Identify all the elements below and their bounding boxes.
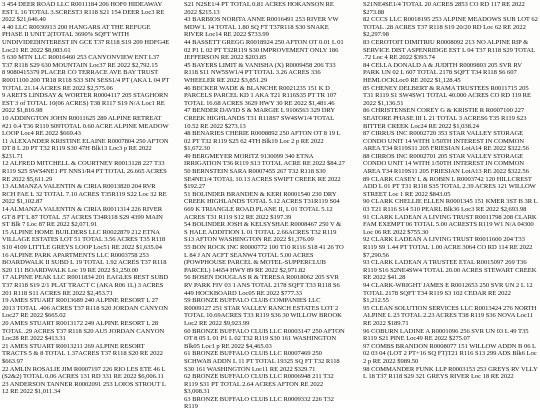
property-tax-entry: S21 N2SE1/4 PT TOTAL 0.81 ACRES HOKANSON RE 2022 $215.13 <box>184 1 334 16</box>
property-tax-entry: 83 CEROTOIT DIMITRIU R0008092 213 NO ALPINE RIP & SERVICE DIST ASPENRIDGE EST L 04 T37 R118 S29 TOTAL .72 Loc 4 RE 2022 $393.74 <box>363 38 535 62</box>
property-tax-entry: 44 BASSETT GREGG R0018924 250 AFTON OT 0.01 L 01 02 P1 L 02 PT T32R119 S30 IMPROVEMENT ONLY 186 JEFFERSON RE 2022 $203.85 <box>184 38 344 62</box>
property-tax-entry: 11 ALEXANDER KRISTINE ELAINE R0007804 250 AFTON DT 8 L 20 PT T32 R119 S30 47H Blk13 Loc3 p RE 2022 $231.71 <box>2 137 169 160</box>
property-tax-entry: 43 BARBIOS NORITA ANNE R0016491 253 RIVER VW MDW L 14 TOTAL 1.80 SQ FT T37R118 S30 SNAKE RIVER Loc14 RE 2022 $733.99 <box>184 16 339 39</box>
property-tax-entry: 62 BRONZE BUFFALO CLUB LLC R0006948 211 T32 R119 S31 PT TOTAL 2.64 ACRES AFTON RE 2022 $3,008.31 <box>184 373 334 396</box>
property-tax-entry: 61 BRONZE BUFFALO CLUB LLC R0007469 250 SCHWAB ADDN L 11 PT TOTAL 19325 SQ FT T32 R118 S30 161 WASHINGTON Loc11 RE 2022 $329.71 <box>184 350 340 373</box>
property-tax-entry: 4 40 LLC R0036913 200 HANGARS AT THE REFUGE PHASE II UNIT 2(TOTAL 3690% SQFT WITH UNDIVIDEDINTEREST IN GCE T37 R118 S19 209 HDFG4E Loc21 RE 2022 $8,083.61 <box>2 23 170 54</box>
property-tax-entry: 50 BERNSTEIN SARA R0007455 267 T32 R118 S30 SE4NE1/4 TOTAL 10.13 ACRES SWIFT CREEK RE 2022 $192.27 <box>184 168 341 191</box>
property-tax-entry: 90 CLARK CHELLIE ELLEN R0001345 151 KMER 3ST B 3R L 03 T21 R116 S14 510 PEARL Blk36 Loc3 RE 2022 $2,693.98 <box>363 198 538 214</box>
property-tax-entry: 82 CCCS LLC R0018195 253 ALPINE MEADOWS SUB LOT 62 TOTAL .28 ACRES T37 R118 S19 20/20 RD Loc 62 RE 2022 $2,297.98 <box>363 16 538 39</box>
property-tax-entry: 85 CHENEY DELBERT & RAMA TRUSTEES R0011715 205 T31 R119 S1 SW4SW1 TOTAL 40.000 ACRES CO RD 119 RE 2022 $1,136.51 <box>363 84 531 107</box>
property-tax-entry: 19 AMES STUART R0013689 240 ALPINE RESORT L 27 2013 TOTAL .406 ACRES T37 R118 S20 JORDAN CANYON Loc27 RE 2022 $665.02 <box>2 297 169 320</box>
property-tax-entry: 47 BENDER DAVID S & MARGIE L 9106563 329 DRY CREEK HIGHLANDS T31 R118S7 SW4SW1/4 TOTAL 10.52 RE 2022 $273.13 <box>184 107 335 130</box>
property-tax-entry: 87 CIRRUS INC R0002720 353 STAR VALLEY STORAGE CONDO UNIT 14 WITH 1/50TH INTEREST IN COMMON AREA T34 R119S11 205 FRIESIAN LotA14 RE 2022 $322.56 <box>363 130 529 153</box>
property-tax-entry: 54 BOLINDER JOSH & KELSYSHAE R0008467 250 V & S HALE ADDITION L 01 TOTAL 2.66ACRES T32 R119 S13 AFTON WASHINGTON RE 2022 $1,376.09 <box>184 221 342 244</box>
property-tax-entry: 3 454 DEER ROAD LLC R0011184 206 HOF0 HIDEAWAY EST L 16 TOTAL 3.SCREST3 R118 S21 154 DEER Loc3 RE 2022 $21,646.40 <box>2 1 165 24</box>
property-tax-entry: S21NE4SE1/4 TOTAL 20 ACRES 2853 CO RD 117 RE 2022 $273.88 <box>363 1 525 16</box>
property-tax-entry: 49 BERGMEYER MORITZ 9130099 340 ETNA IRRIGATION T36 R119 S13 TOTAL ACRE RE 2022 $84.27 <box>184 152 345 168</box>
property-tax-entry: 51 BOLINDER BRANDEN & KERI R0001540 230 DRY CREEK HIGHLANDS TOTAL 5.12 ACRES T31R119 S04 669 K TRIANGLE ROAD PLANE II, L 01 TOTAL 5.12 ACRES T31 R119 S12 RE 2022 $197.39 <box>184 190 340 221</box>
property-tax-entry: 97 COMBS BRANDON R0008077 151 WILLOW ADDN B 06 L 02 03 04 (LOT 2 PT+16 SQ FT)T21 R116 S13 299 ADS Blk6 Loc 2 p RE 2022 $989.50 <box>363 342 537 365</box>
property-tax-entry: 59 BRONZE BUFFALO CLUB COMPANIES LLC R0009127 251 STAR VALLEY RANCH ESTATES LOT 2 TOTAL 10.69ACRES T33 R119 S36 30 WILLOW BROOK Loc2 RE 2022 $9,923.99 <box>184 297 342 327</box>
property-tax-entry: 91 CLARK LADEAN A LIVING TRUST R0011798 208 CLARK FAM EXEMPT 06 TOTAL 5.00 ACRESTS R119 W1 N/A 04300 Loc 06 RE 2022 $755.30 <box>363 213 537 236</box>
property-tax-entry: 88 CIRROS INC R0002701 205 STAR VALLEY STORAGE CONDO UNIT 14 WITH 1/50TH INTEREST IN COMMON AREA T34 R119S11 205 FRIESIAN LotA13 RE 2022 $322.56 <box>363 152 529 176</box>
property-tax-entry: 84 CELLA DONALD A & JUDITH R0009803 205 SVR RV PARK UN 02 L 607 TOTAL 2178 SQFT T34 R118 S6 607 HEMLOCKLoc0 RE 2022 $1,128.45 <box>363 61 522 84</box>
property-tax-entry: 23 ANDERSON TANNER R0002091 253 LOIOS STROUT L 12 RE 2022 $1,011.34 <box>2 380 166 396</box>
property-tax-entry: 86 CHRISTENSEN COREY G & KRISTIE R R0007100 227 SEATORE PHASE III L 21 TOTAL 3 ACRES6 T35 R119 S23 BITTER CREEK Loc24 RE 2022 $1,038.24 <box>363 107 527 130</box>
property-tax-entry: 17 ALPINE PEAK LLC R0011834 201 EAGLES REST SUBD T37 R118 S19 2/1 PLAT TRACT C (AKA R06 1L) 3 ACRES 201 R118 S11 ACRES RE 2022 $2,453.71 <box>2 274 169 297</box>
property-tax-entry: 21 AMES STUART R0013211 269 ALPINE RESORT TRACTS 5 & 8 TOTAL 1.37ACRES T37 R118 S20 RE 2022 $663.97 <box>2 342 163 365</box>
property-tax-entry: 16 ALPINE PARK APARTMENTS LLC R0003758 253 BOARDWALK II SUBD L 19 TOTAL 1.92 ACRES T37 R118 S20 111 BOARDWALK Loc 19 RE 2022 $1,250.00 <box>2 251 167 274</box>
property-tax-entry: 89 CLARK CASEY L & ROBIN L R0003742 120 HILLCREST ADD L 01 PT T31 R118 S35 TOTAL 2.39 ACRES 121 WILLOW STREET Loc 1 RE 2022 $843.05 <box>363 175 536 198</box>
property-tax-entry: 94 CLARK-WRIGHT JAMES E R0012653 250 SVR UN 2 L 12 TOTAL 2178 SQFT T34 R119 S3 102 CEDAR RE 2022 $1,212.55 <box>363 281 533 305</box>
property-tax-entry: 60 BRONZE BUFFALO CLUB LLC R0003147 250 AFTON OT 8 05 L 01 P1 L 02 T32 R119 S30 161 WASHINGTON Blk05 Loc1 p RE 2022 $4,465.03 <box>184 327 345 350</box>
listing-column-3 <box>363 1 538 399</box>
property-tax-entry: 56 BOSEN DOUGLAS R & TERESA R0018062 205 SVR RV PARK FIV 03 1 ANS TOTAL 2178 SQFT T33 R118 S6 449 HOCKBOARD Loc05 RE 2022 $777.33 <box>184 274 340 297</box>
property-tax-entry: 12 ALFRED MITCHELL & COURTNEY R0013128 227 T33 R119 S25 SWS4NE1 PT NNS1/R4 PT TOTAL 26.665 ACRES RE 2022 $5,611.29 <box>2 160 167 183</box>
property-tax-entry: 8 9080415379 PLACER CO TERRACE AVE BAY TRUST R0011100 200 TR18 R118 S33 SIN SESS1/4 PT (AKA L 04 PT TOTAL 21.14 ACRES RE 2022 $2,575.06 <box>2 69 170 92</box>
property-tax-entry: 13 ALMANZA VALENTIN & CIRIA R0013820 204 RVR RCH FAE L 32 TOTAL 7.10 ACRES T35R119 S22 Loc 32 RE 2022 $1,102.87 <box>2 183 167 206</box>
property-tax-entry: 45 BAYERS LIMIT & VANISHA (X) R0009458 206 T33 R118 S11 NW5SW1/4 PT TOTAL 3.26 ACRES 336 WHEELER RE 2022 $3,851.29 <box>184 61 336 84</box>
property-tax-entry: 9 ARETS LINDSAY & WORTER R0004117 205 STAGHORN EST 3 of TOTAL 10(06 ACRES) T38 R117 S19 N/A Loc1 RE 2022 $1,816.98 <box>2 92 169 115</box>
property-tax-entry: 48 BENARIES CHERIE R0008892 250 AFTON OT 8 19 L 02 PT T32 R119 S25 62 4TH Blk19 Loc 2 p RE 2022 $1,672.30 <box>184 130 341 153</box>
property-tax-entry: 92 CLARK LADEAN A LIVING TRUST R0011600 204 T33 R119 S9 1.44 PT TOTAL 1.00 ACRE 3064 CO RD 114 RE 2022 $7,290.56 <box>363 236 533 259</box>
property-tax-entry: 15 ALPINE HOME BUILDERS LLC R0022879 212 ETNA VILLAGE ESTATES LOT 51 TOTAL 3.56 ACRES T35 R118 S10 4109 LITTLE GREYS LOOP Loc51 RE 2022 $1,635.04 <box>2 228 166 251</box>
property-tax-entry: 5 630 MTN LLC R0016460 253 CANYONVIEW ENT L37 T37 R118 S29 630 MOUNTAIN Loc37 RE 2022 $2,792.15 <box>2 54 160 69</box>
property-tax-entry: 20 AMES STUART R0013172 249 ALPINE RESORT L 28 TOTAL .29 ACRES T37 R118 S20 AU5 JORDAN CANYON Loc28 RE 2022 $413.31 <box>2 319 165 343</box>
property-tax-entry: 93 CLARK LADEAN A TRUSTEE ETAL R0015097 269 T36 R119 S16 S2NE4SW4 TOTAL 20.00 ACRES STEWART CREEK RE 2022 $41.28 <box>363 259 537 282</box>
listing-column-1 <box>2 1 170 399</box>
property-tax-entry: 98 COMMANDER FUNK LLP R0003153 253 GREYS RV VLLY L 18 T37 R118 S29 321 GREYS RIVER Loc 18 RE 2022 <box>363 365 538 381</box>
property-tax-entry: 10 ADDINGTON JOHN R0011625 289 ALPINE RETREAT #21 0.4 T36 R119 S09TOTAL 0.60 ACRE ALPINE MEADOW LOOP Loc4 RE 2022 $669.43 <box>2 114 169 138</box>
property-tax-entry: 55 BON ROCK INC R0000772 100 T10 R116 S18 41 26 TO L 84 J AN ACFT SEANW4 TOTAL 5.00 ACRES (POWPHOUSE PARCEL & MOTEL-SUPPERCLUB PARCEL) 14654 HWY 89 RE 2022 $2,971.82 <box>184 244 344 274</box>
property-tax-entry: 63 BRONZE BUFFALO CLUB LLC R0009332 226 T32 R119 <box>184 395 334 411</box>
property-tax-entry: 46 BECKER WADE & BLANCHE R0021235 151 K D PARCELS PARCEL KD 1 AKA T21 R116S35 PT TR 107 TOTAL 16.68 ACRES 3629 HWY 30 RE 2022 $1,481.46 <box>184 84 337 107</box>
listing-column-2 <box>184 1 346 411</box>
property-tax-entry: 96 COBURN LADINE A R0001096 256 SVR UN 03 L 49 T35 R119 S21 PINE Loc49 RE 2022 $275.07 <box>363 327 529 343</box>
property-tax-entry: 14 ALMANZA VALENTIN & CIRIA R0011314 226 RIVER GT 8 PT L 87 TOTAL .57 ACRES T34R118 S29 4399 MAIN ST Blk 7 Loc 87 RE 2022 $2,071.91 <box>2 206 163 229</box>
property-tax-entry: 22 AMLIN ROSALIE JIM R0007197 226 RIO LES ETE 46 L (S2&2) TOTAL 0.06 ACRES 131 RD 331 RE 2022 $6,006.11 <box>2 365 166 381</box>
property-tax-entry: 95 CLEAN SOLUTION SERVICES LLC R0013424 276 NORTH ALPINE L 23 TOTAL 2.23 ACRES T38 R119 S36 NOVA Loc11 RE 2022 $189.71 <box>363 304 537 327</box>
